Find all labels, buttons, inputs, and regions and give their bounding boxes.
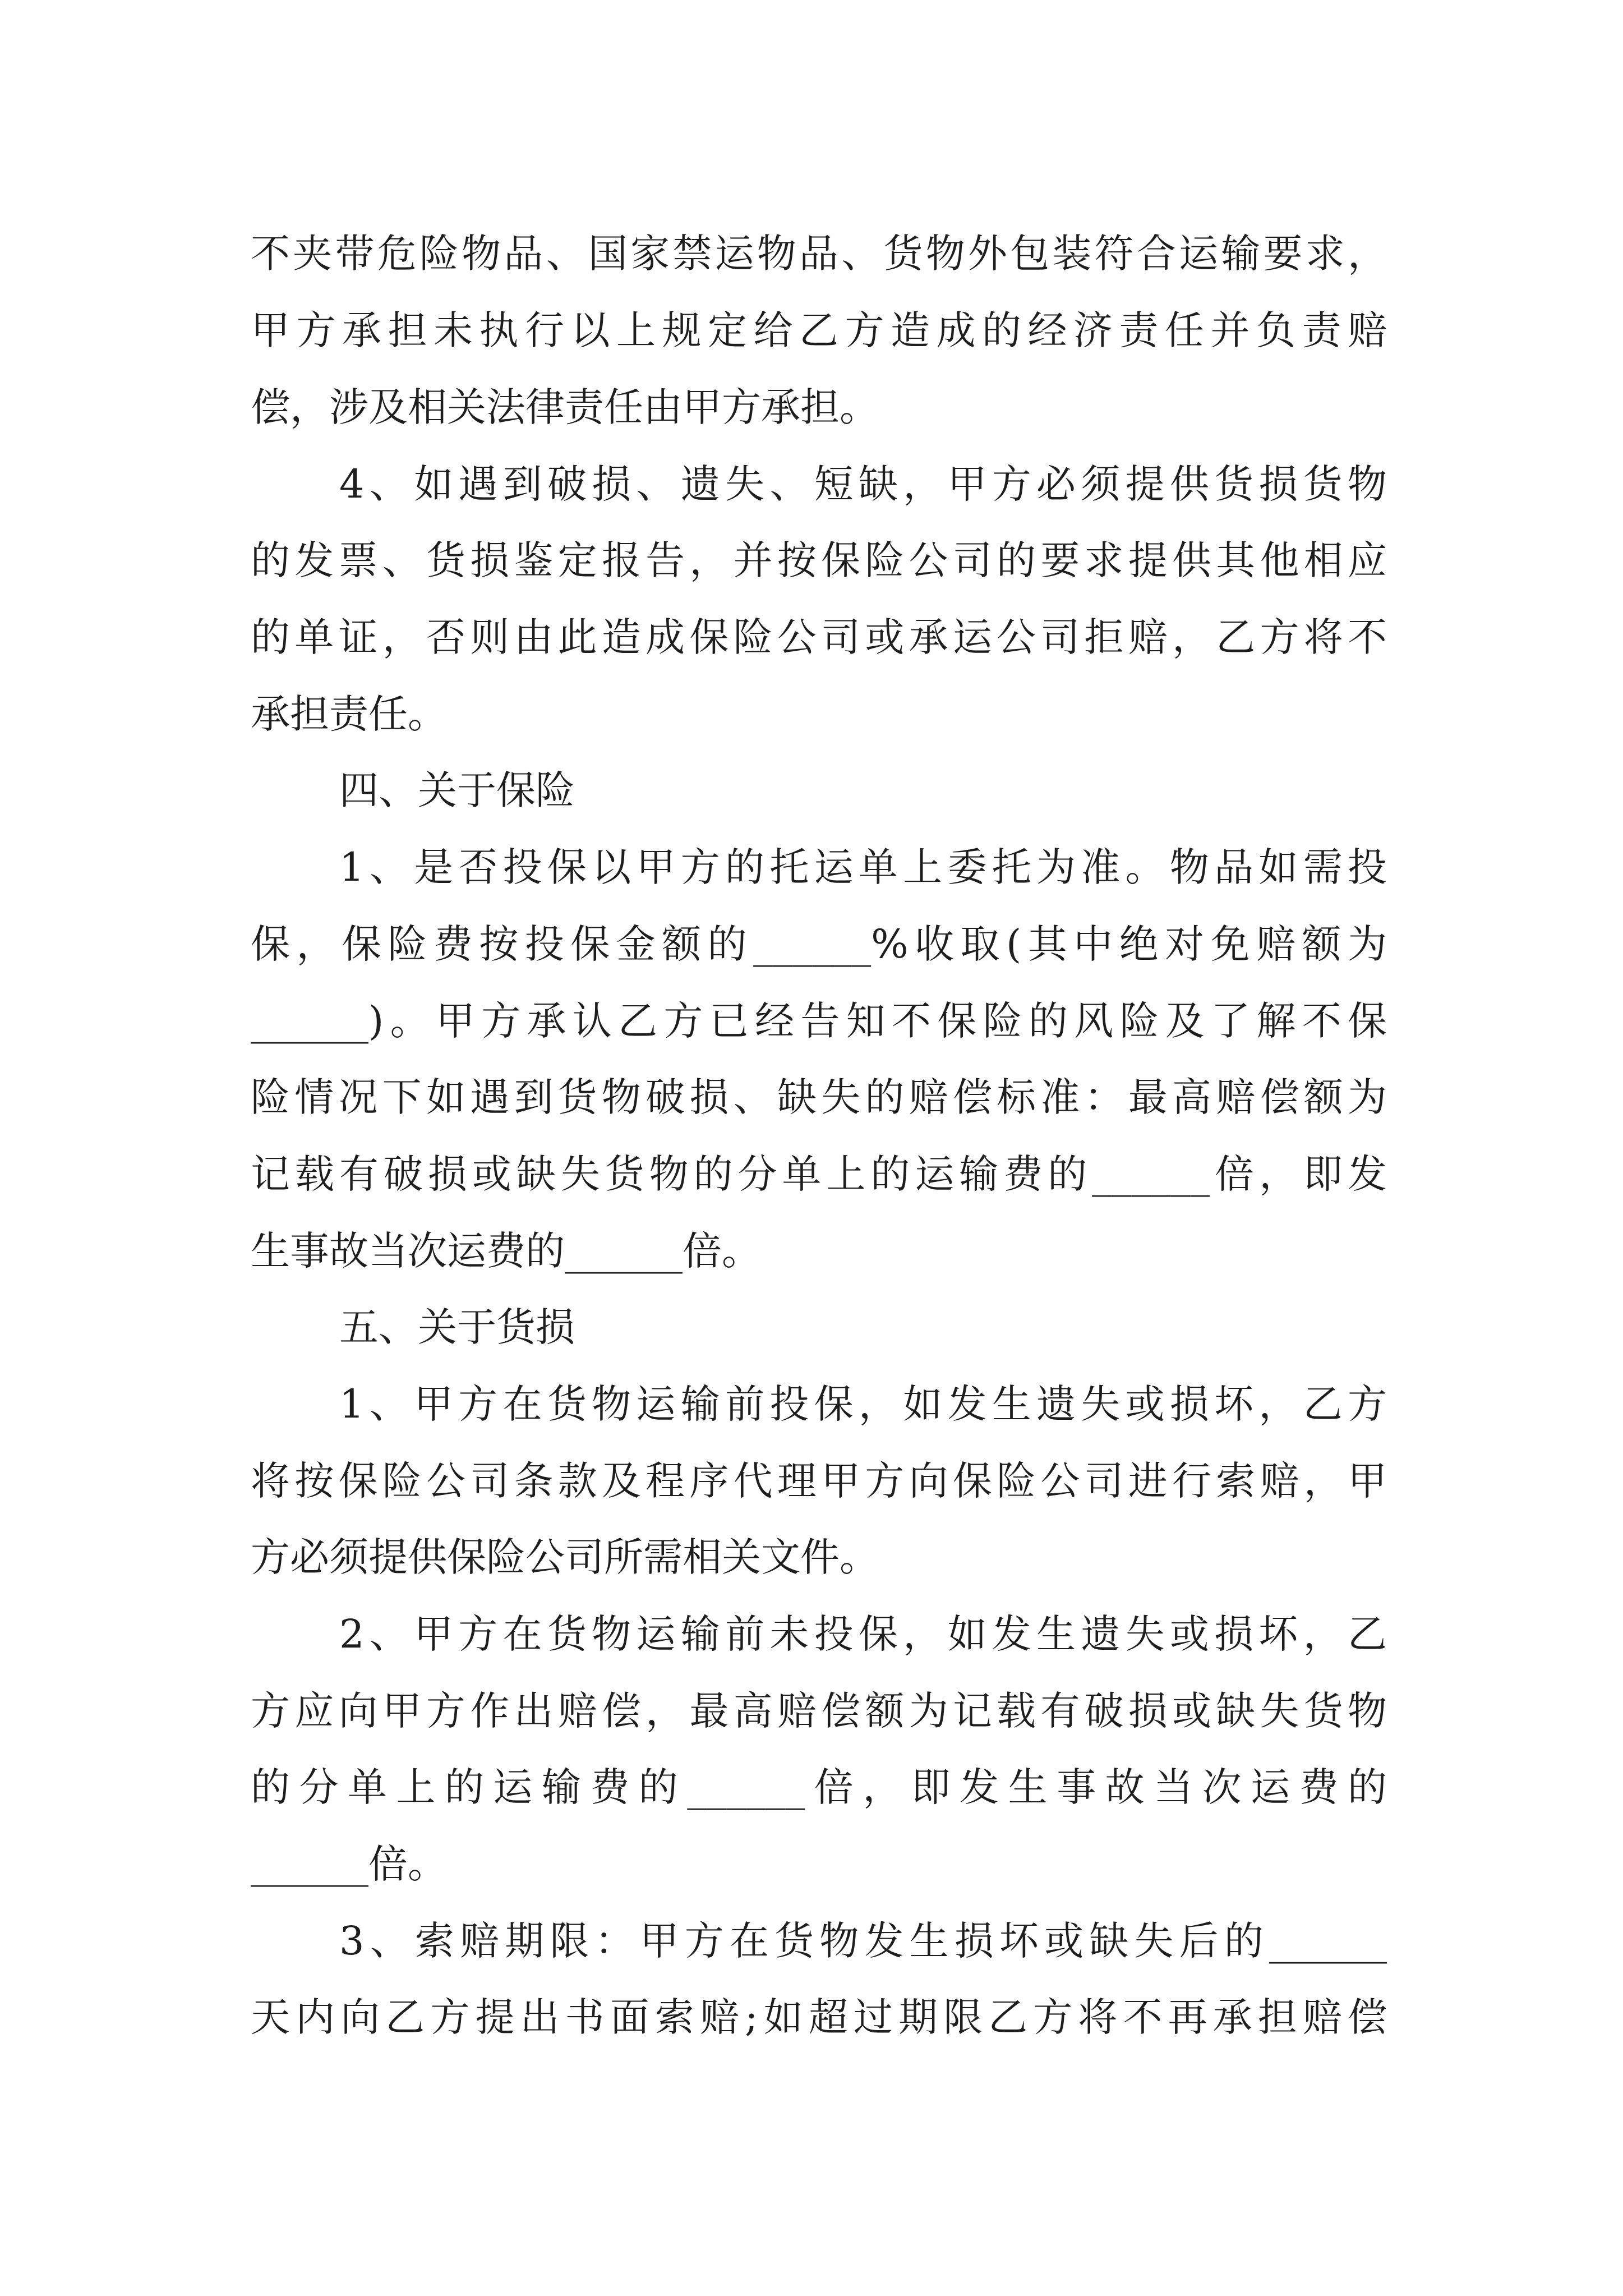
- text-line: 的单证，否则由此造成保险公司或承运公司拒赔，乙方将不: [251, 614, 1387, 660]
- section-heading-text: 四、关于保险: [339, 767, 575, 813]
- text-line: 保，保险费按投保金额的______%收取(其中绝对免赔额为: [251, 921, 1387, 967]
- text-line: ______倍。: [251, 1841, 447, 1887]
- text-line: 不夹带危险物品、国家禁运物品、货物外包装符合运输要求，: [251, 231, 1387, 277]
- section-heading-text: 五、关于货损: [339, 1304, 575, 1350]
- text-line: 记载有破损或缺失货物的分单上的运输费的______倍，即发: [251, 1151, 1387, 1197]
- text-line: 险情况下如遇到货物破损、缺失的赔偿标准：最高赔偿额为: [251, 1074, 1387, 1120]
- text-line: 生事故当次运费的______倍。: [251, 1228, 761, 1274]
- text-line: 甲方承担未执行以上规定给乙方造成的经济责任并负责赔: [251, 307, 1387, 353]
- text-line: 的分单上的运输费的______倍，即发生事故当次运费的: [251, 1764, 1387, 1810]
- text-line: ______)。甲方承认乙方已经告知不保险的风险及了解不保: [251, 998, 1387, 1044]
- text-line: 偿，涉及相关法律责任由甲方承担。: [251, 384, 879, 430]
- text-line: 2、甲方在货物运输前未投保，如发生遗失或损坏，乙: [339, 1611, 1387, 1657]
- text-line: 方应向甲方作出赔偿，最高赔偿额为记载有破损或缺失货物: [251, 1688, 1387, 1734]
- text-line: 4、如遇到破损、遗失、短缺，甲方必须提供货损货物: [339, 461, 1387, 507]
- text-line: 天内向乙方提出书面索赔;如超过期限乙方将不再承担赔偿: [251, 1994, 1387, 2040]
- text-line: 3、索赔期限：甲方在货物发生损坏或缺失后的______: [339, 1918, 1387, 1964]
- text-line: 1、甲方在货物运输前投保，如发生遗失或损坏，乙方: [339, 1381, 1387, 1427]
- text-line: 将按保险公司条款及程序代理甲方向保险公司进行索赔，甲: [251, 1458, 1387, 1504]
- text-line: 的发票、货损鉴定报告，并按保险公司的要求提供其他相应: [251, 537, 1387, 583]
- text-line: 1、是否投保以甲方的托运单上委托为准。物品如需投: [339, 844, 1387, 890]
- text-line: 方必须提供保险公司所需相关文件。: [251, 1534, 879, 1580]
- text-line: 承担责任。: [251, 691, 447, 737]
